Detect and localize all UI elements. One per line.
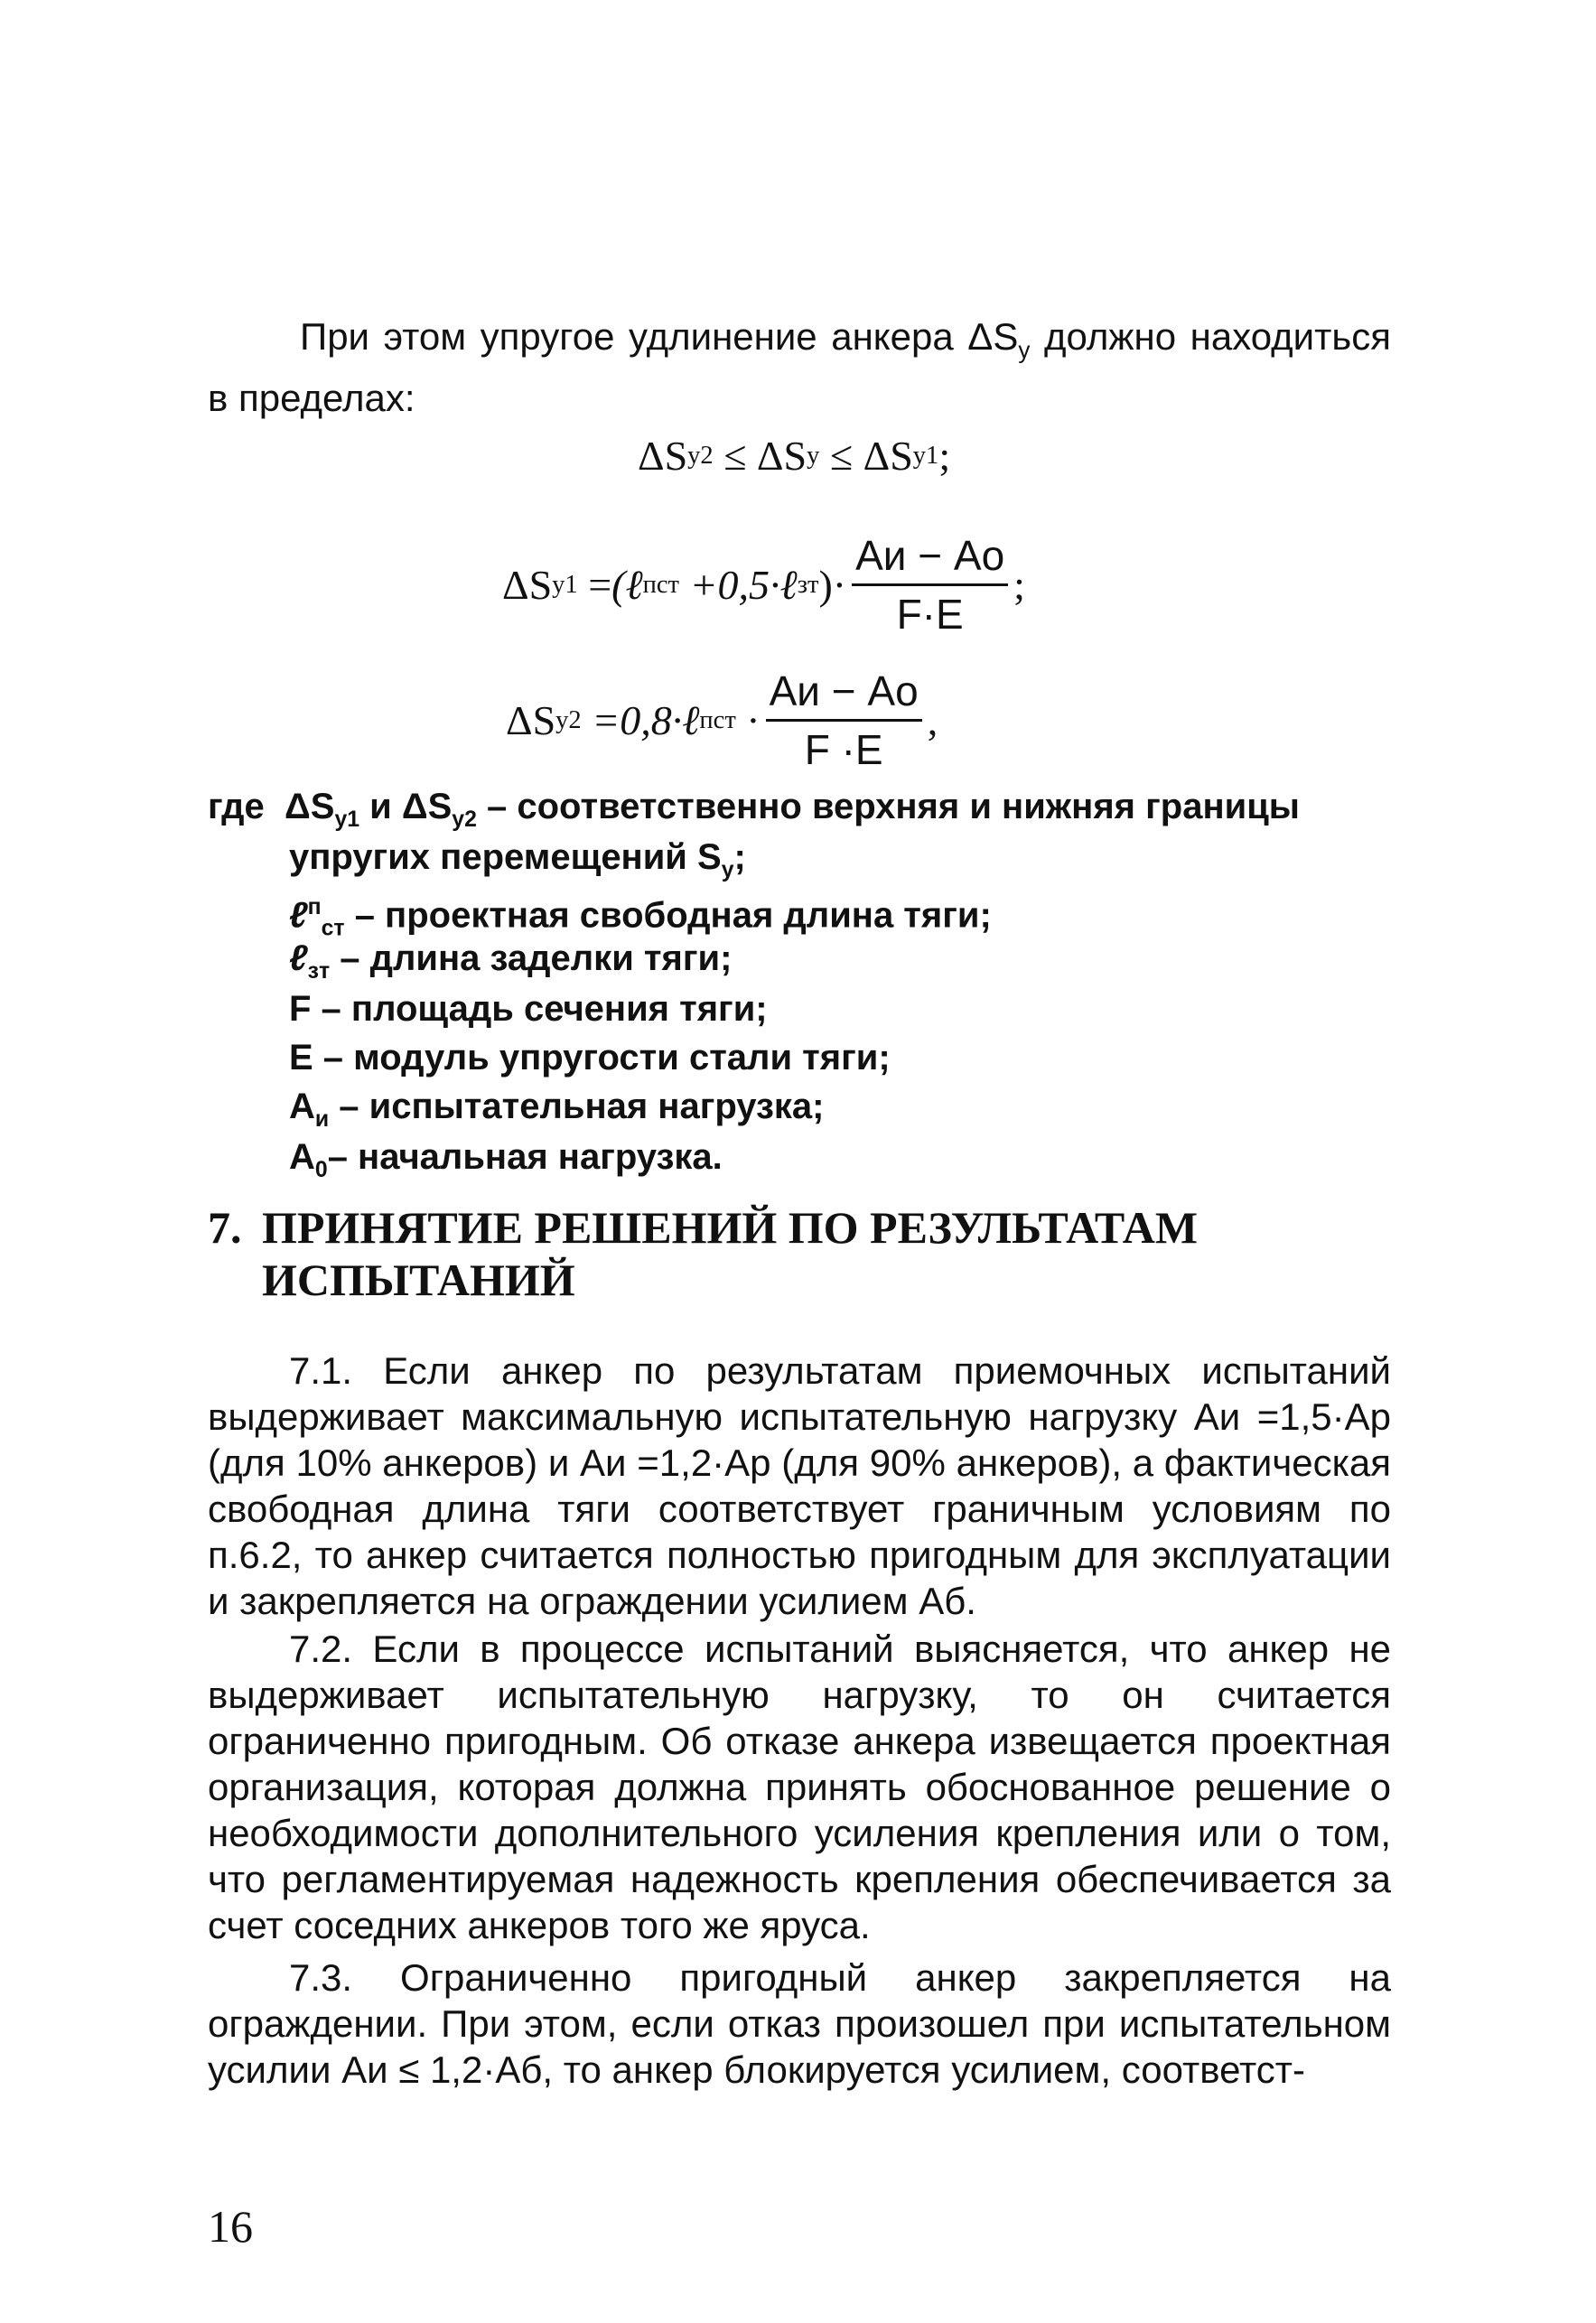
f3-denominator: F ·E bbox=[804, 726, 883, 773]
formula-lower-bound: ΔS y2 =0,8·ℓ п ст · $\frac{Aи - Ao}{F \cdot E}$ , bbox=[506, 667, 938, 773]
f2-paren: (ℓ bbox=[611, 562, 643, 608]
formula-inequality: ΔS y2 ≤ ΔS y ≤ ΔS y1 ; bbox=[638, 433, 951, 479]
where-line-1: где $\Delta S_{y1}$ и $\Delta S_{y2}$ – соответственно верхняя и нижняя границы bbox=[208, 787, 1300, 832]
paragraph-7-1: 7.1. Если анкер по результатам приемочных испытаний выдерживает максимальную испытательную нагрузку Aи =1,5·Aр (для 10% анкеров) и Aи =1,2·Aр (для 90% анкеров), а фактическая свободная длина тяги соответствует граничным условиям по п.6.2, то анкер считается полностью пригодным для эксплуатации и закрепляется на ограждении усилием Aб. bbox=[208, 1349, 1391, 1622]
f2-fraction bbox=[852, 531, 1008, 639]
f3-mid: =0,8·ℓ bbox=[592, 697, 700, 743]
f2-numerator: Aи − Ao bbox=[852, 531, 1008, 586]
f2-mid: +0,5·ℓ bbox=[689, 562, 798, 608]
where-label: где bbox=[208, 787, 265, 826]
paragraph-7-2: 7.2. Если в процессе испытаний выясняется, что анкер не выдерживает испытательную нагрузку, то он считается ограниченно пригодным. Об отказе анкера извещается проектная организация, которая должна принять обоснованное решение о необходимости дополнительного усиления крепления или о том, что регламентируемая надежность крепления обеспечивается за счет соседних анкеров того же яруса. bbox=[208, 1628, 1391, 1946]
page-number: 16 bbox=[208, 2201, 253, 2252]
where-line-8: $A_0-$ начальная нагрузка. bbox=[289, 1137, 723, 1182]
where-line-6: E – модуль упругости стали тяги; bbox=[289, 1038, 891, 1078]
where-line-3: ℓ$^п_{ст}$ – проектная свободная длина тяги; bbox=[289, 895, 992, 941]
intro-text: При этом упругое удлинение анкера ΔS bbox=[300, 315, 1019, 358]
f3-lhs: ΔS bbox=[506, 697, 556, 743]
f3-numerator: Aи − Ao bbox=[766, 667, 922, 722]
section-number: 7. bbox=[208, 1202, 242, 1253]
f2-denominator: F·E bbox=[896, 591, 964, 638]
section-heading bbox=[208, 1201, 1382, 1306]
section-title-line2: ИСПЫТАНИЙ bbox=[262, 1255, 575, 1305]
formula-upper-bound: ΔS y1 = (ℓ п ст +0,5·ℓ зт )· $\frac{Aи - Ao}{F\cdot E}$ ; bbox=[502, 532, 1025, 638]
where-line-7: $A_и$ – испытательная нагрузка; bbox=[289, 1087, 825, 1132]
where-line-4: ℓ$_{зт}$ – длина заделки тяги; bbox=[289, 938, 733, 984]
f2-lhs: ΔS bbox=[502, 562, 553, 608]
f3-fraction bbox=[766, 667, 922, 774]
intro-paragraph: При этом упругое удлинение анкера $\Delta S_у$ должно находиться в пределах: bbox=[208, 315, 1392, 420]
section-title-line1: ПРИНЯТИЕ РЕШЕНИЙ ПО РЕЗУЛЬТАТАМ bbox=[262, 1202, 1199, 1253]
where-line-5: F – площадь сечения тяги; bbox=[289, 989, 768, 1029]
paragraph-7-3: 7.3. Ограниченно пригодный анкер закрепляется на ограждении. При этом, если отказ произошел при испытательном усилии Aи ≤ 1,2·Aб, то анкер блокируется усилием, соответст- bbox=[208, 1956, 1391, 2091]
where-line-2: упругих перемещений $S_y$; bbox=[289, 837, 746, 882]
